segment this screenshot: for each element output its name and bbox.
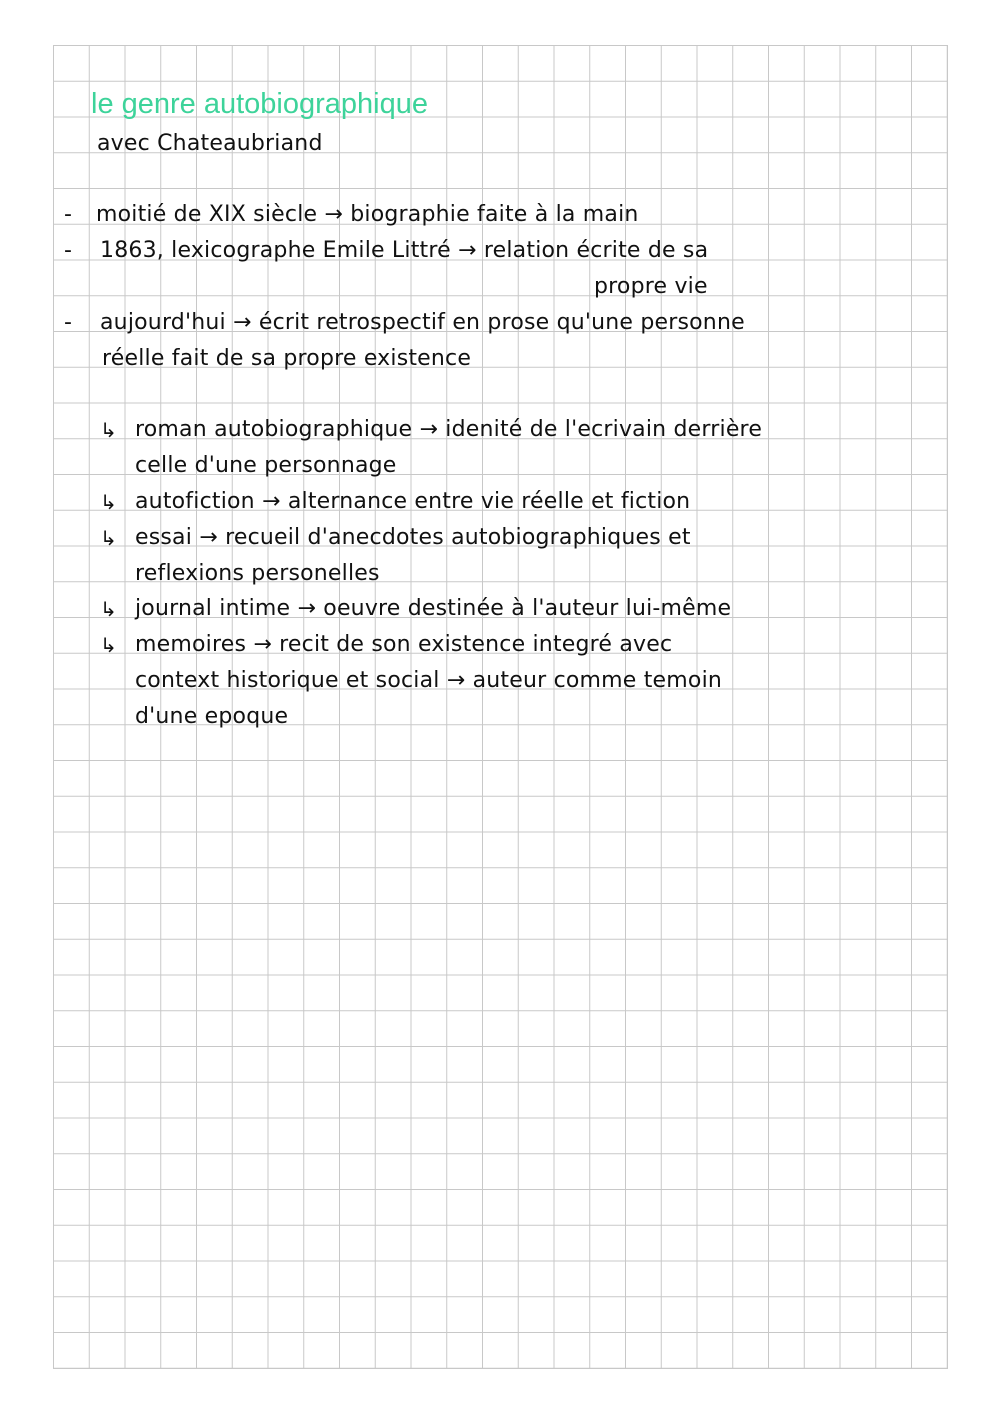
sub-item: autofiction → alternance entre vie réelle et fiction <box>135 489 691 514</box>
note-title: le genre autobiographique <box>91 88 428 120</box>
bullet-continuation: réelle fait de sa propre existence <box>102 346 472 371</box>
arrow-icon: ↳ <box>100 597 117 621</box>
note-subtitle: avec Chateaubriand <box>97 131 323 156</box>
bullet-item: moitié de XIX siècle → biographie faite à la main <box>96 202 639 227</box>
arrow-icon: ↳ <box>100 418 117 442</box>
bullet-item: 1863, lexicographe Emile Littré → relation écrite de sa <box>100 238 709 263</box>
bullet-continuation: propre vie <box>594 274 708 299</box>
bullet-item: aujourd'hui → écrit retrospectif en prose qu'une personne <box>100 310 745 335</box>
arrow-icon: ↳ <box>100 526 117 550</box>
bullet-marker: - <box>64 202 72 227</box>
sub-item-continuation: celle d'une personnage <box>135 453 397 478</box>
bullet-marker: - <box>64 238 72 263</box>
arrow-icon: ↳ <box>100 633 117 657</box>
sub-item-continuation: d'une epoque <box>135 704 289 729</box>
sub-item: journal intime → oeuvre destinée à l'auteur lui-même <box>135 596 732 621</box>
bullet-marker: - <box>64 310 72 335</box>
arrow-icon: ↳ <box>100 490 117 514</box>
sub-item: roman autobiographique → idenité de l'ecrivain derrière <box>135 417 763 442</box>
sub-item-continuation: context historique et social → auteur comme temoin <box>135 668 723 693</box>
sub-item: essai → recueil d'anecdotes autobiographiques et <box>135 525 691 550</box>
sub-item: memoires → recit de son existence integré avec <box>135 632 673 657</box>
sub-item-continuation: reflexions personelles <box>135 561 380 586</box>
